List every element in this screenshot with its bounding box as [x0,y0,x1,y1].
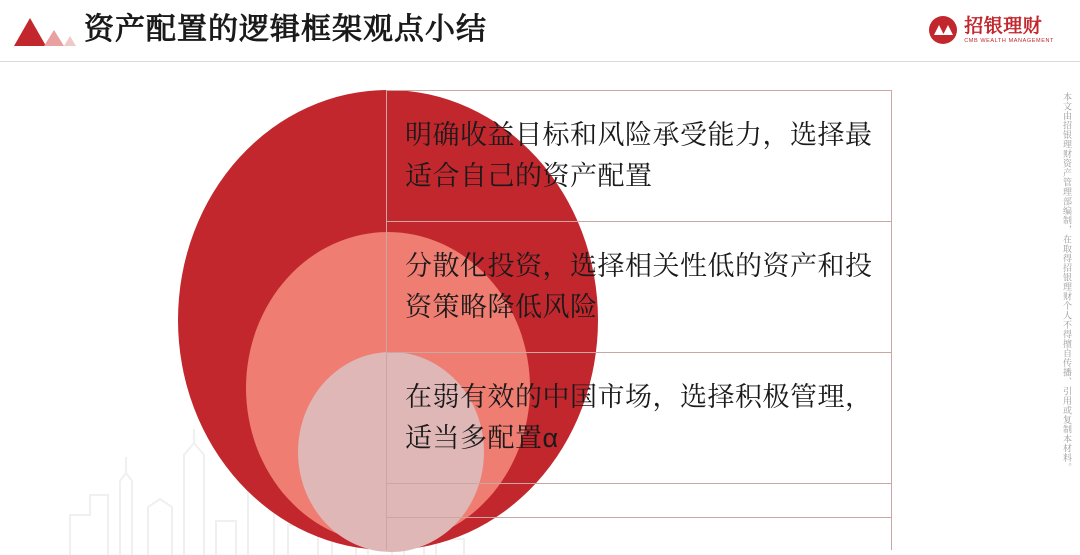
triangle-medium-icon [44,30,64,46]
summary-row [387,91,891,222]
summary-row-text: 在弱有效的中国市场，选择积极管理，适当多配置α [405,382,873,453]
summary-row [387,222,891,353]
summary-row [387,518,891,550]
brand-text [964,16,1054,45]
cmb-double-triangle-icon [929,16,957,44]
slide-header [0,0,1080,62]
nested-half-ellipse-diagram [178,90,388,550]
header-divider [0,61,1080,62]
summary-row [387,353,891,484]
logo-triangles [14,12,74,46]
page-title: 资产配置的逻辑框架观点小结 [84,13,487,46]
copyright-side-note: 本文由招银理财资产管理部编制，在取得招银理财个人不得擅自传播、引用或复制本材料。 [1062,92,1072,472]
summary-row [387,484,891,518]
summary-row-text: 明确收益目标和风险承受能力，选择最适合自己的资产配置 [405,120,873,191]
brand-logo [929,10,1054,50]
triangle-large-icon [14,18,46,46]
summary-panel [386,90,892,550]
brand-name-en: CMB WEALTH MANAGEMENT [964,37,1054,44]
triangle-small-icon [64,36,76,46]
brand-name-cn: 招银理财 [964,15,1043,37]
summary-row-text: 分散化投资，选择相关性低的资产和投资策略降低风险 [405,251,873,322]
